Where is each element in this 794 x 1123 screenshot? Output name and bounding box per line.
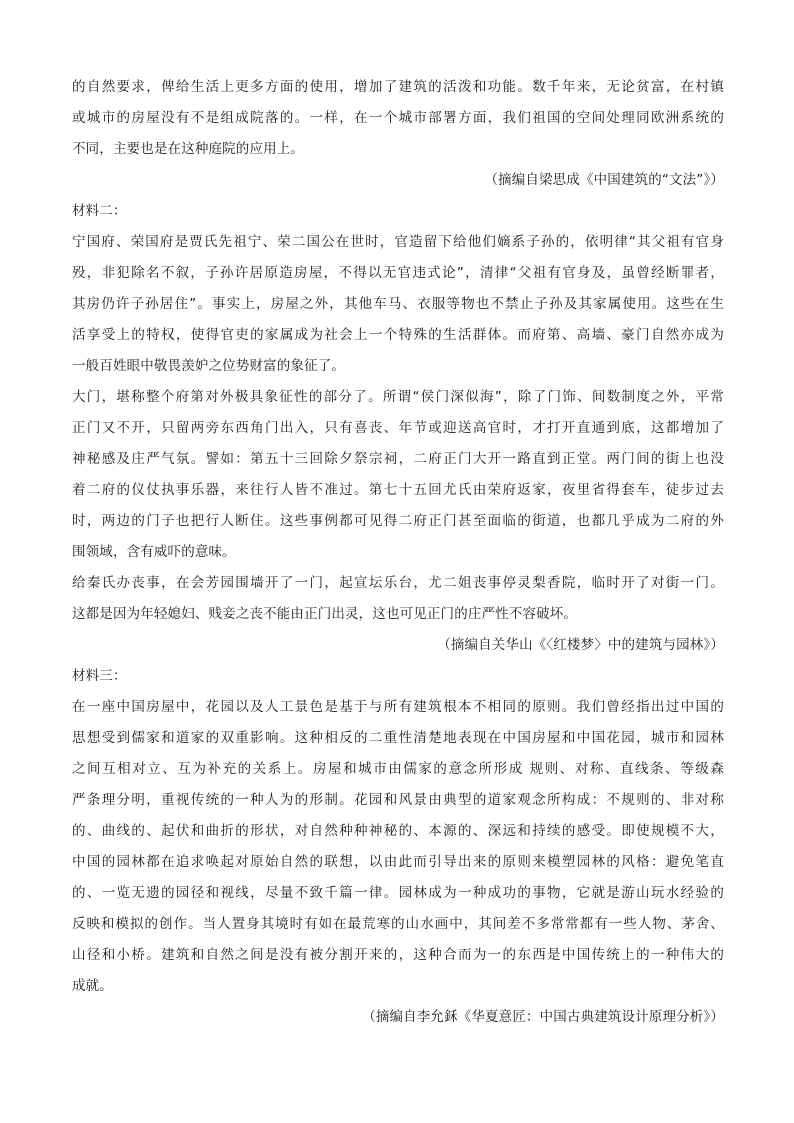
- text-line: 反映和模拟的创作。当人置身其境时有如在最荒寒的山水画中，其间差不多常常都有一些人物、茅舍、: [72, 916, 724, 932]
- source-citation: （摘编自关华山《〈红楼梦〉中的建筑与园林》）: [437, 637, 724, 653]
- text-line: 思想受到儒家和道家的双重影响。这种相反的二重性清楚地表现在中国房屋和中国花园，城市和园林: [72, 730, 724, 746]
- source-citation: （摘编自梁思成《中国建筑的“文法”》）: [484, 172, 724, 188]
- text-line: 给秦氏办丧事，在会芳园围墙开了一门，起宣坛乐台，尤二姐丧事停灵梨香院，临时开了对街一门。: [72, 575, 724, 591]
- text-line: 一般百姓眼中敬畏羡妒之位势财富的象征了。: [72, 358, 345, 374]
- text-line: 不同，主要也是在这种庭院的应用上。: [72, 141, 305, 157]
- text-line: 这都是因为年轻媳妇、贱妾之丧不能由正门出灵，这也可见正门的庄严性不容破坏。: [72, 606, 578, 622]
- material-heading: 材料二：: [72, 203, 127, 219]
- text-line: 或城市的房屋没有不是组成院落的。一样，在一个城市部署方面，我们祖国的空间处理同欧洲系统的: [72, 110, 724, 126]
- text-line: 成就。: [72, 978, 113, 994]
- text-line: 中国的园林都在追求唤起对原始自然的联想，以由此而引导出来的原则来模塑园林的风格：避免笔直: [72, 854, 724, 870]
- text-line: 神秘感及庄严气氛。譬如：第五十三回除夕祭宗祠，二府正门大开一路直到正堂。两门间的街上也没: [72, 451, 724, 467]
- text-line: 之间互相对立、互为补充的关系上。房屋和城市由儒家的意念所形成 规则、对称、直线条、等级森: [72, 761, 724, 777]
- text-line: 的自然要求，俾给生活上更多方面的使用，增加了建筑的活泼和功能。数千年来，无论贫富，在村镇: [72, 79, 724, 95]
- text-line: 其房仍许子孙居住”。事实上，房屋之外，其他车马、衣服等物也不禁止子孙及其家属使用。这些在生: [72, 296, 724, 312]
- text-line: 围领域，含有威吓的意味。: [72, 544, 236, 560]
- text-line: 在一座中国房屋中，花园以及人工景色是基于与所有建筑根本不相同的原则。我们曾经指出过中国的: [72, 699, 724, 715]
- text-line: 宁国府、荣国府是贾氏先祖宁、荣二国公在世时，官造留下给他们嫡系子孙的，依明律“其父祖有官身: [72, 234, 724, 250]
- text-line: 正门又不开，只留两旁东西角门出入，只有喜丧、年节或迎送高官时，才打开直通到底，这都增加了: [72, 420, 724, 436]
- text-line: 的、一览无遗的园径和视线，尽量不致千篇一律。园林成为一种成功的事物，它就是游山玩水经验的: [72, 885, 724, 901]
- text-line: 大门，堪称整个府第对外极具象征性的部分了。所谓“侯门深似海”，除了门饰、间数制度之外，平常: [72, 389, 724, 405]
- text-line: 严条理分明，重视传统的一种人为的形制。花园和风景由典型的道家观念所构成：不规则的、非对称: [72, 792, 724, 808]
- text-line: 殁，非犯除名不叙，子孙许居原造房屋，不得以无官违式论”，清律“父祖有官身及，虽曾经断罪者，: [72, 265, 724, 281]
- text-line: 活享受上的特权，使得官吏的家属成为社会上一个特殊的生活群体。而府第、高墙、豪门自然亦成为: [72, 327, 724, 343]
- material-heading: 材料三：: [72, 668, 127, 684]
- text-line: 山径和小桥。建筑和自然之间是没有被分割开来的，这种合而为一的东西是中国传统上的一种伟大的: [72, 947, 724, 963]
- text-line: 时，两边的门子也把行人断住。这些事例都可见得二府正门甚至面临的街道，也都几乎成为二府的外: [72, 513, 724, 529]
- text-line: 着二府的仪仗执事乐器，来往行人皆不准过。第七十五回尤氏由荣府返家，夜里省得套车，徒步过去: [72, 482, 724, 498]
- source-citation: （摘编自李允鉌《华夏意匠：中国古典建筑设计原理分析》）: [362, 1009, 724, 1025]
- text-line: 的、曲线的、起伏和曲折的形状，对自然种种神秘的、本源的、深远和持续的感受。即使规模不大，: [72, 823, 724, 839]
- document-page: [72, 72, 724, 1033]
